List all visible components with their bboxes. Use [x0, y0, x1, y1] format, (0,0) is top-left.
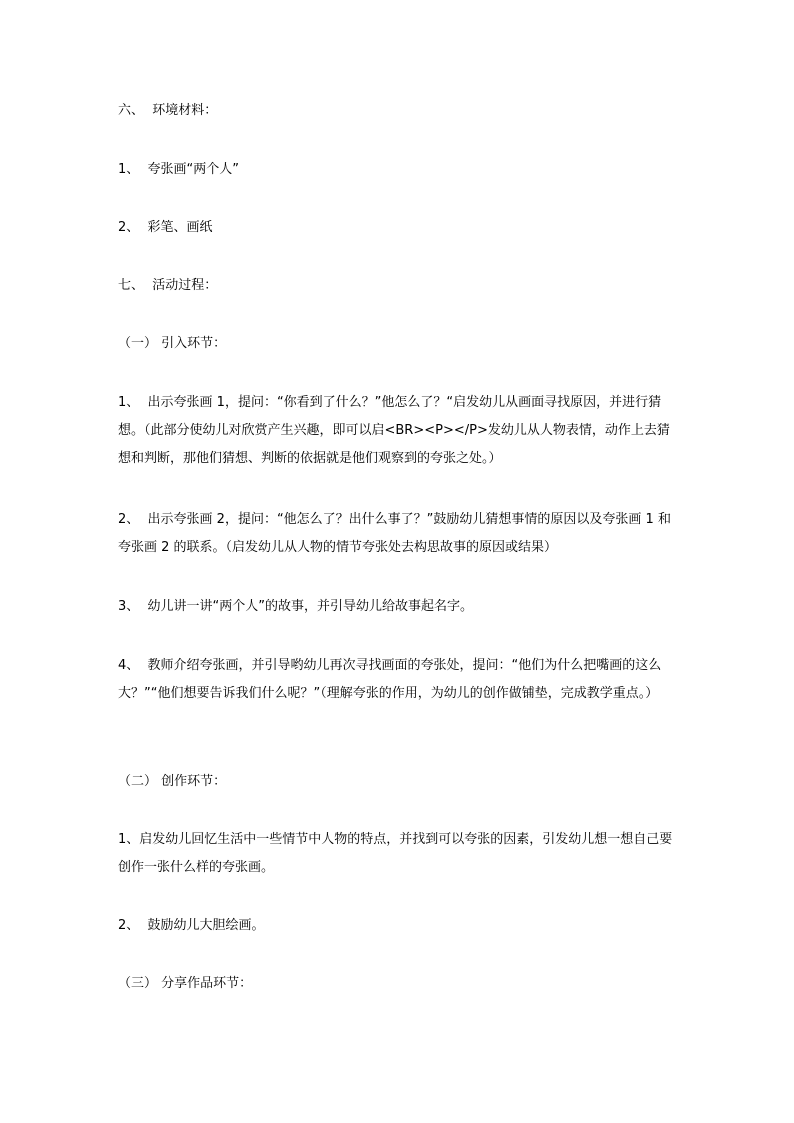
section-heading-process: 七、 活动过程： [118, 278, 218, 293]
list-item: 1、 夸张画“两个人” [118, 162, 240, 177]
list-item: 2、 彩笔、画纸 [118, 220, 213, 235]
list-item: 2、 鼓励幼儿大胆绘画。 [118, 918, 265, 933]
subsection-heading-intro: （一） 引入环节： [118, 336, 227, 351]
list-item: 4、 教师介绍夸张画，并引导哟幼儿再次寻找画面的夸张处，提问：“他们为什么把嘴画的这么大？”“他们想要告诉我们什么呢？”（理解夸张的作用，为幼儿的创作做铺垫，完成教学重点。） [118, 658, 662, 701]
list-item: 2、 出示夸张画 2，提问：“他怎么了？出什么事了？”鼓励幼儿猜想事情的原因以及夸张画 1 和夸张画 2 的联系。（启发幼儿从人物的情节夸张处去构思故事的原因或结果） [118, 512, 671, 555]
subsection-heading-sharing: （三） 分享作品环节： [118, 976, 253, 991]
list-item: 3、 幼儿讲一讲“两个人”的故事，并引导幼儿给故事起名字。 [118, 599, 474, 614]
subsection-heading-creation: （二） 创作环节： [118, 774, 227, 789]
section-heading-materials: 六、 环境材料： [118, 103, 218, 118]
list-item: 1、 出示夸张画 1，提问：“你看到了什么？”他怎么了？“启发幼儿从画面寻找原因，并进行猜想。（此部分使幼儿对欣赏产生兴趣，即可以启<BR><P></P>发幼儿从人物表情，动作上去猜想和判断，那他们猜想、判断的依据就是他们观察到的夸张之处。） [118, 395, 670, 466]
list-item: 1、启发幼儿回忆生活中一些情节中人物的特点，并找到可以夸张的因素，引发幼儿想一想自己要创作一张什么样的夸张画。 [118, 832, 673, 875]
